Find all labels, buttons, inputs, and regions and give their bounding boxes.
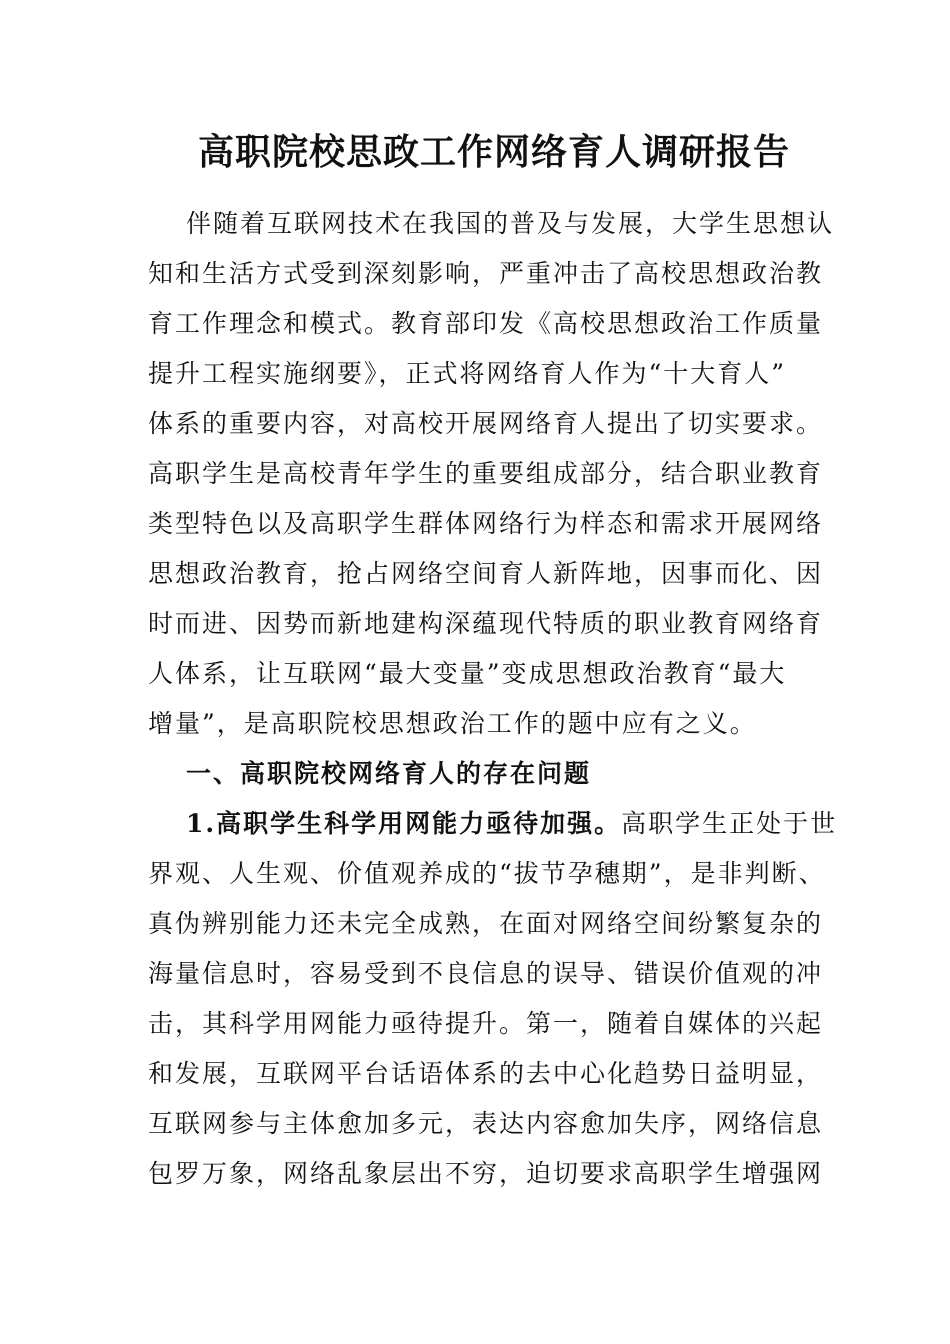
intro-line: 时而进、因势而新地建构深蕴现代特质的职业教育网络育 [148,609,824,638]
intro-line: 伴随着互联网技术在我国的普及与发展，大学生思想认 [186,209,835,238]
subsection-line: 击，其科学用网能力亟待提升。第一，随着自媒体的兴起 [148,1009,824,1038]
section-heading: 一、高职院校网络育人的存在问题 [186,759,592,788]
subsection-line: 互联网参与主体愈加多元，表达内容愈加失序，网络信息 [148,1109,824,1138]
document-title: 高职院校思政工作网络育人调研报告 [197,131,790,173]
intro-line: 知和生活方式受到深刻影响，严重冲击了高校思想政治教 [148,259,824,288]
subsection-first-line-text: 高职学生正处于世 [621,809,838,838]
intro-line: 高职学生是高校青年学生的重要组成部分，结合职业教育 [148,459,824,488]
subsection-first-line [148,799,838,849]
subsection-line: 海量信息时，容易受到不良信息的误导、错误价值观的冲 [148,959,824,988]
subsection-line: 界观、人生观、价值观养成的“拔节孕穗期”，是非判断、 [148,859,826,888]
intro-line: 人体系，让互联网“最大变量”变成思想政治教育“最大 [148,659,787,688]
intro-line: 育工作理念和模式。教育部印发《高校思想政治工作质量 [148,309,824,338]
intro-line: 提升工程实施纲要》，正式将网络育人作为“十大育人” [148,359,787,388]
intro-line: 体系的重要内容，对高校开展网络育人提出了切实要求。 [148,409,824,438]
intro-line: 类型特色以及高职学生群体网络行为样态和需求开展网络 [148,509,824,538]
intro-line: 思想政治教育，抢占网络空间育人新阵地，因事而化、因 [148,559,824,588]
subsection-line: 和发展，互联网平台话语体系的去中心化趋势日益明显， [148,1059,824,1088]
subsection-line: 真伪辨别能力还未完全成熟，在面对网络空间纷繁复杂的 [148,909,824,938]
document-body [148,199,838,1199]
subsection-line: 包罗万象，网络乱象层出不穷，迫切要求高职学生增强网 [148,1159,824,1188]
intro-line: 增量”，是高职院校思想政治工作的题中应有之义。 [148,709,757,738]
subsection-heading: 1.高职学生科学用网能力亟待加强。 [186,809,622,838]
